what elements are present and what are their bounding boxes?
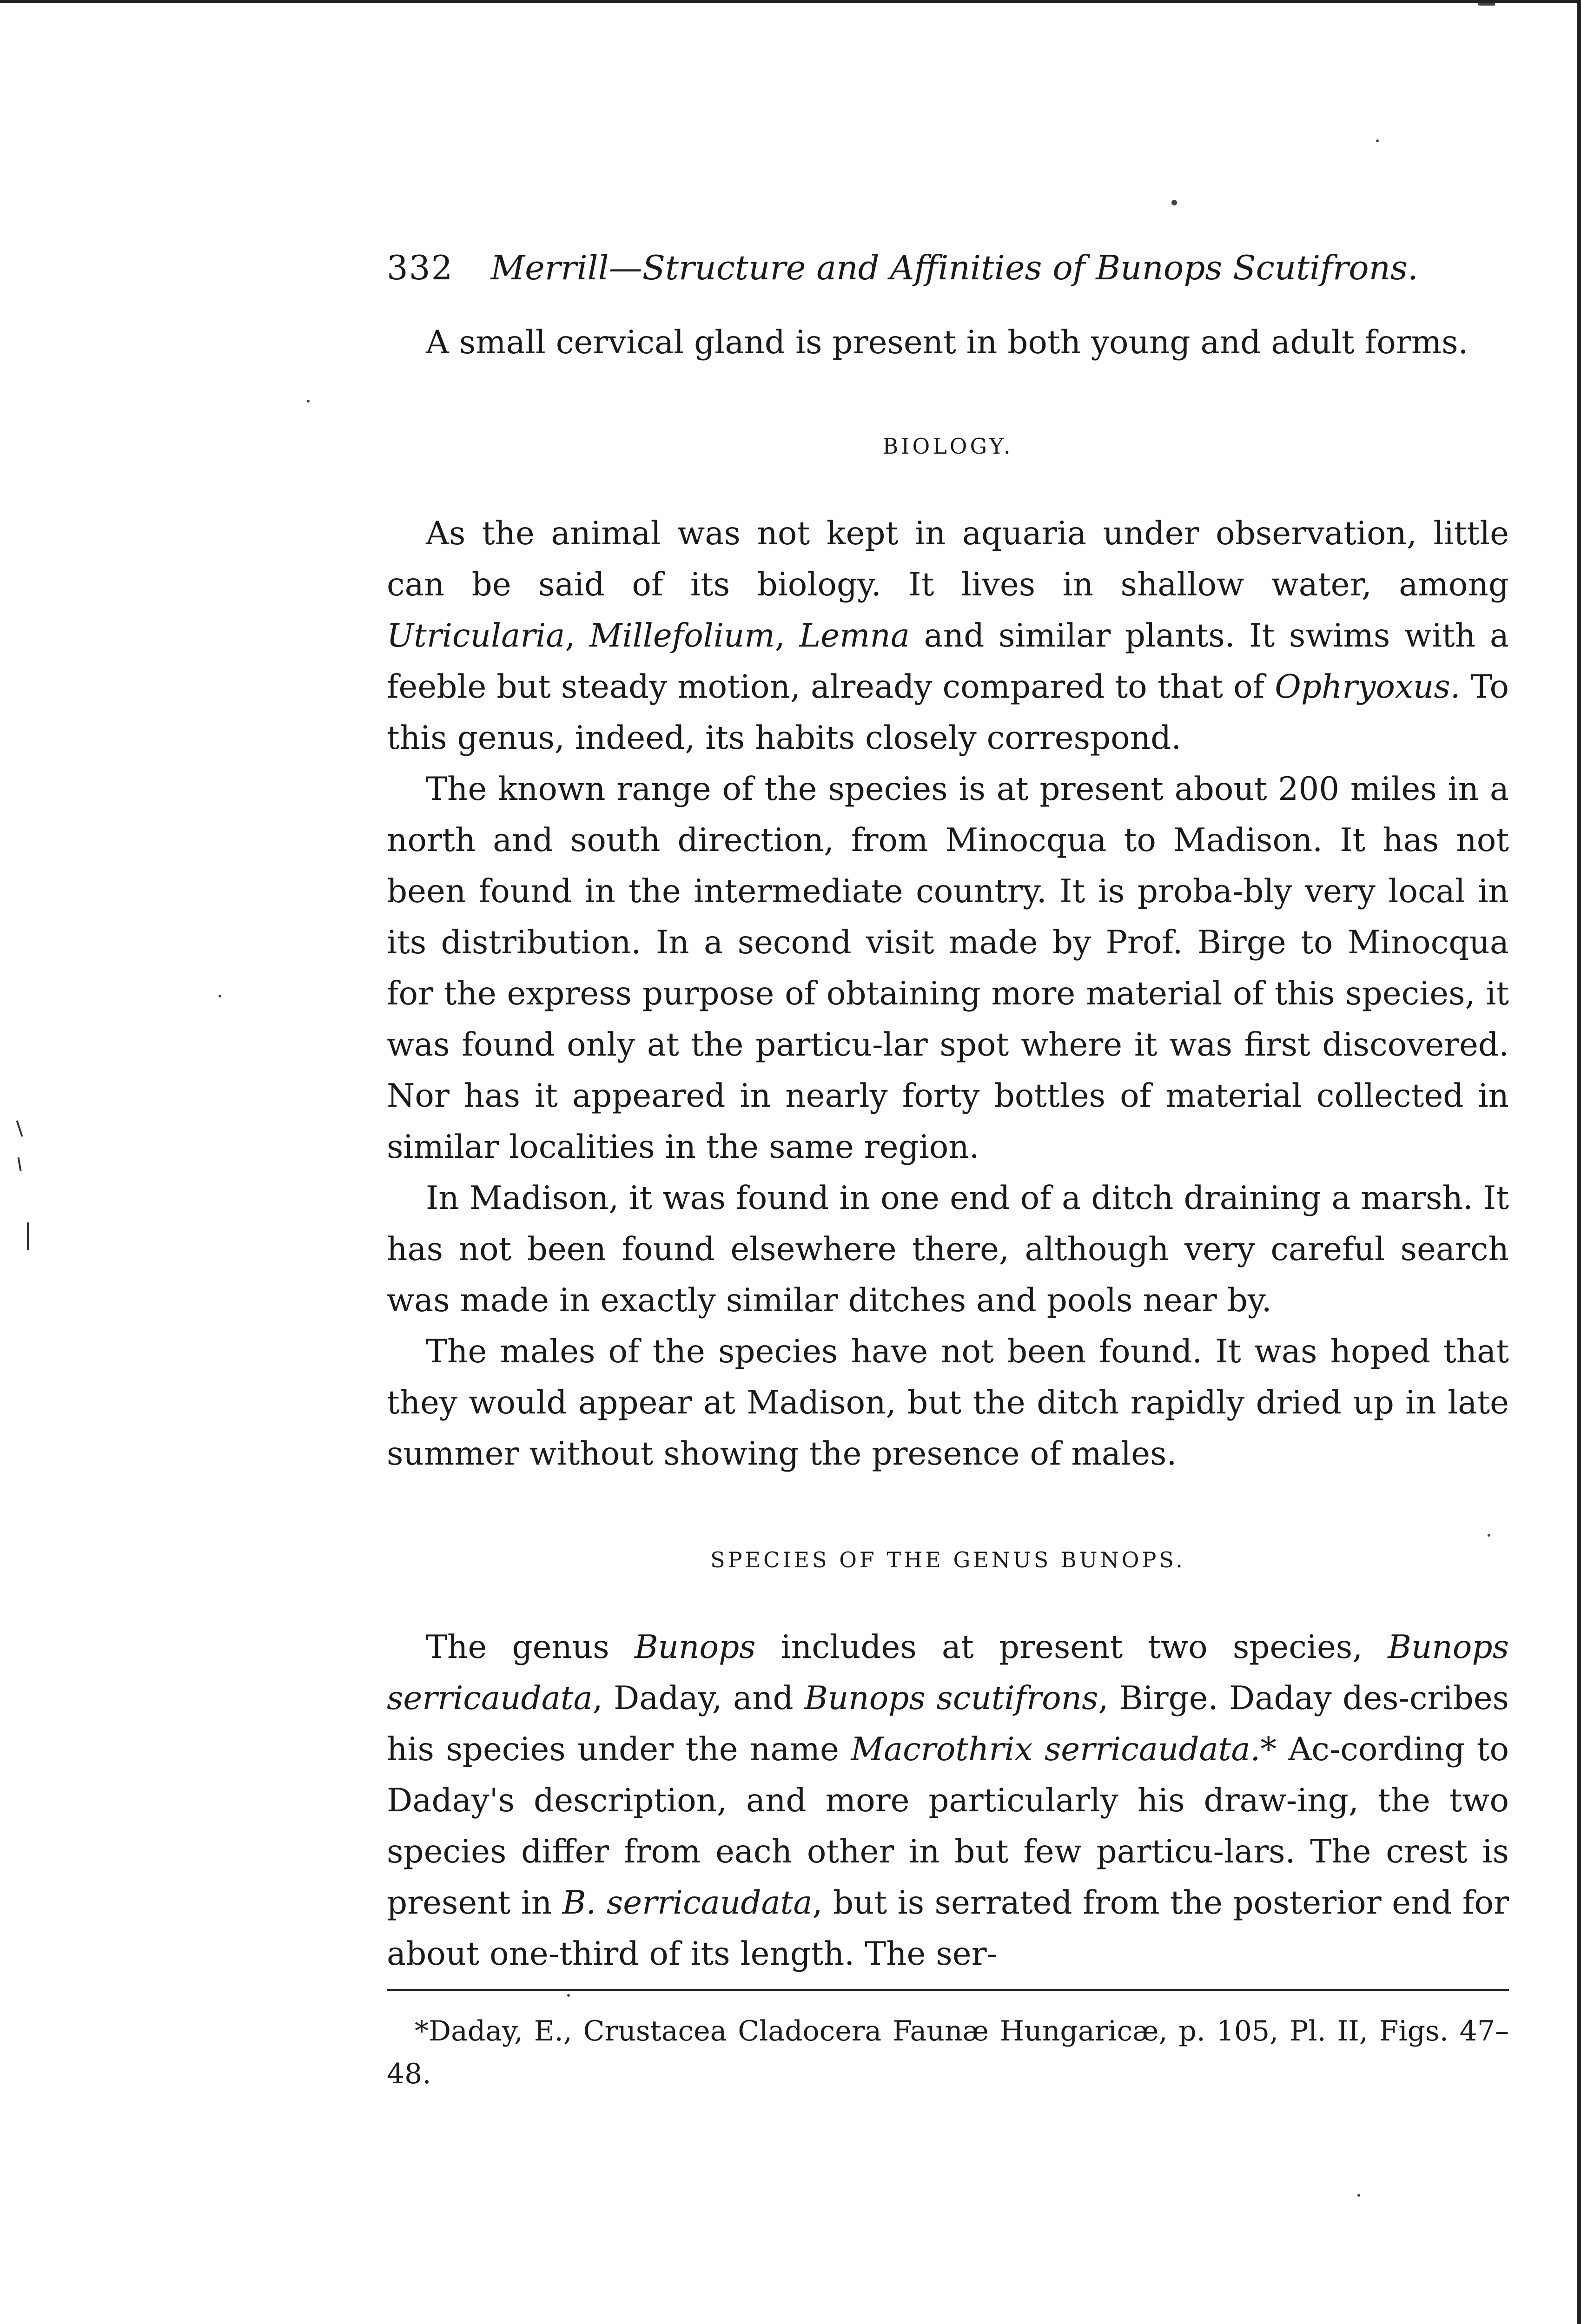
footnote: *Daday, E., Crustacea Cladocera Faunæ Hungaricæ, p. 105, Pl. II, Figs. 47–48. (387, 2015, 1509, 2090)
text-run: To this genus, indeed, its habits closely correspond. (387, 668, 1509, 757)
intro-paragraph: A small cervical gland is present in both young and adult forms. (426, 324, 1469, 361)
italic-taxon: Bunops serricaudata (387, 1629, 1509, 1717)
text-run: As the animal was not kept in aquaria under observation, little can be said of its biology. It lives in shallow water, among (387, 515, 1509, 603)
running-title: Merrill—Structure and Affinities of Bunops Scutifrons. (490, 248, 1418, 287)
margin-mark (27, 1222, 29, 1250)
italic-taxon: Lemna (799, 617, 910, 654)
species-paragraph (387, 1622, 1509, 1980)
scan-speck (1376, 139, 1379, 142)
page-content (387, 248, 1509, 2095)
text-run: and similar plants. It swims with a feeble but steady motion, already compared to that of (387, 617, 1509, 706)
running-head (387, 248, 1509, 287)
scan-speck (218, 995, 221, 997)
scan-speck (307, 400, 310, 403)
scan-speck (1357, 2194, 1360, 2197)
italic-taxon: Bunops scutifrons (804, 1680, 1098, 1717)
text-run: , (565, 617, 589, 654)
italic-taxon: Ophryoxus. (1275, 668, 1461, 706)
italic-taxon: Macrothrix serricaudata. (851, 1731, 1261, 1768)
italic-taxon: Utricularia (387, 617, 565, 654)
text-run: * Ac-cording to Daday's description, and more particularly his draw-ing, the two species differ from each other in but few particu-lars. The crest is present in (387, 1731, 1509, 1921)
footnote-divider (387, 1989, 1509, 1991)
text-run: , (774, 617, 800, 654)
scan-speck (1171, 200, 1177, 205)
biology-paragraph-1 (387, 508, 1509, 764)
page-number: 332 (387, 248, 454, 287)
biology-paragraph-2: The known range of the species is at present about 200 miles in a north and south direction, from Minocqua to Madison. It has not been found in the intermediate country. It is proba-bly very local in its distribution. In a second visit made by Prof. Birge to Minocqua for the express purpose of obtaining more material of this species, it was found only at the particu-lar spot where it was first discovered. Nor has it appeared in nearly forty bottles of material collected in similar localities in the same region. (387, 771, 1509, 1166)
text-run: , Daday, and (592, 1680, 805, 1717)
scan-speck (1478, 3, 1495, 6)
italic-taxon: Millefolium (589, 617, 775, 654)
text-run: , but is serrated from the posterior end for about one-third of its length. The ser- (387, 1884, 1509, 1973)
biology-paragraph-4: The males of the species have not been found. It was hoped that they would appear at Madison, but the ditch rapidly dried up in late summer without showing the presence of males. (387, 1333, 1509, 1472)
text-run: includes at present two species, (755, 1629, 1388, 1666)
italic-taxon: B. serricaudata (562, 1884, 813, 1921)
section-heading-biology: BIOLOGY. (882, 434, 1013, 459)
text-run: The genus (426, 1629, 635, 1666)
italic-taxon: Bunops (634, 1629, 756, 1666)
text-run: , Birge. Daday des-cribes his species under the name (387, 1680, 1509, 1768)
section-heading-species: SPECIES OF THE GENUS BUNOPS. (710, 1547, 1185, 1572)
biology-paragraph-3: In Madison, it was found in one end of a ditch draining a marsh. It has not been found elsewhere there, although very careful search was made in exactly similar ditches and pools near by. (387, 1180, 1509, 1319)
